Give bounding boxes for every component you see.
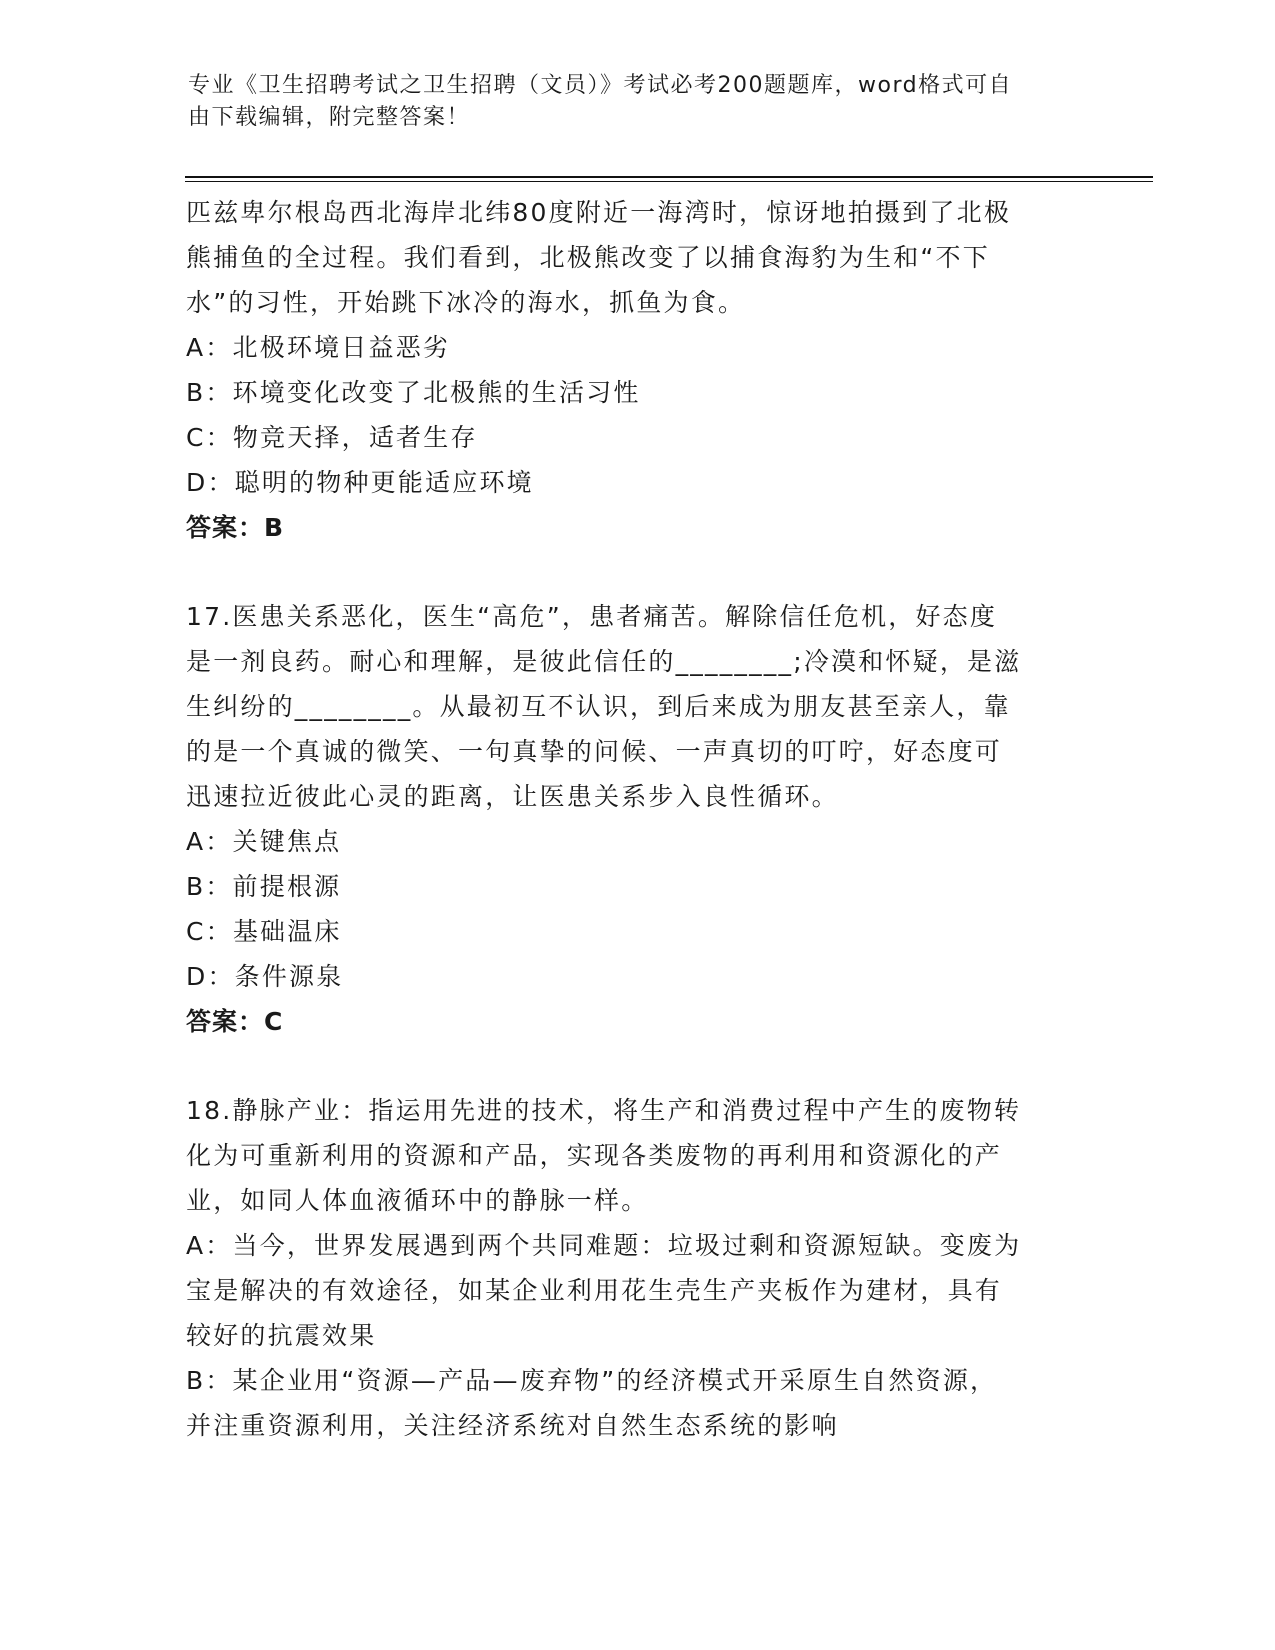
question-16-stem-line: 熊捕鱼的全过程。我们看到，北极熊改变了以捕食海豹为生和“不下 (186, 243, 990, 272)
question-16-option-b: B：环境变化改变了北极熊的生活习性 (186, 378, 641, 407)
question-17-stem-line: 的是一个真诚的微笑、一句真挚的问候、一声真切的叮咛，好态度可 (186, 737, 1003, 766)
question-17 (186, 594, 1071, 1044)
question-16-option-d: D：聪明的物种更能适应环境 (186, 468, 534, 497)
question-16-answer: 答案：B (186, 513, 285, 542)
question-16-stem-line: 匹兹卑尔根岛西北海岸北纬80度附近一海湾时，惊讶地拍摄到了北极 (186, 198, 1012, 227)
document-header (188, 70, 1068, 134)
header-rule-thick (185, 176, 1153, 178)
question-18-option-a-line: A：当今，世界发展遇到两个共同难题：垃圾过剩和资源短缺。变废为 (186, 1231, 1022, 1260)
question-18-option-a-line: 宝是解决的有效途径，如某企业利用花生壳生产夹板作为建材，具有 (186, 1276, 1003, 1305)
question-17-option-d: D：条件源泉 (186, 962, 344, 991)
spacer (186, 1044, 1071, 1088)
header-line-1: 专业《卫生招聘考试之卫生招聘（文员）》考试必考200题题库，word格式可自 (188, 73, 1013, 98)
question-17-stem-line: 生纠纷的________。从最初互不认识，到后来成为朋友甚至亲人，靠 (186, 692, 1011, 721)
question-17-stem-line: 迅速拉近彼此心灵的距离，让医患关系步入良性循环。 (186, 782, 839, 811)
question-17-option-c: C：基础温床 (186, 917, 342, 946)
question-16-option-a: A：北极环境日益恶劣 (186, 333, 451, 362)
question-17-option-b: B：前提根源 (186, 872, 342, 901)
header-line-2: 由下载编辑，附完整答案！ (188, 105, 471, 130)
question-18-stem-line: 业，如同人体血液循环中的静脉一样。 (186, 1186, 649, 1215)
spacer (186, 550, 1071, 594)
question-18-option-b-line: B：某企业用“资源—产品—废弃物”的经济模式开采原生自然资源， (186, 1366, 998, 1395)
question-16 (186, 190, 1071, 550)
question-18-stem-line: 18.静脉产业：指运用先进的技术，将生产和消费过程中产生的废物转 (186, 1096, 1022, 1125)
question-18-option-a-line: 较好的抗震效果 (186, 1321, 377, 1350)
document-body (186, 190, 1071, 1448)
header-rule-thin (185, 181, 1153, 182)
question-17-stem-line: 17.医患关系恶化，医生“高危”，患者痛苦。解除信任危机，好态度 (186, 602, 998, 631)
question-17-answer: 答案：C (186, 1007, 284, 1036)
question-18-option-b-line: 并注重资源利用，关注经济系统对自然生态系统的影响 (186, 1411, 839, 1440)
question-16-option-c: C：物竞天择，适者生存 (186, 423, 478, 452)
question-17-option-a: A：关键焦点 (186, 827, 342, 856)
question-16-stem-line: 水”的习性，开始跳下冰冷的海水，抓鱼为食。 (186, 288, 746, 317)
question-18 (186, 1088, 1071, 1448)
question-18-stem-line: 化为可重新利用的资源和产品，实现各类废物的再利用和资源化的产 (186, 1141, 1003, 1170)
question-17-stem-line: 是一剂良药。耐心和理解，是彼此信任的________;冷漠和怀疑，是滋 (186, 647, 1022, 676)
